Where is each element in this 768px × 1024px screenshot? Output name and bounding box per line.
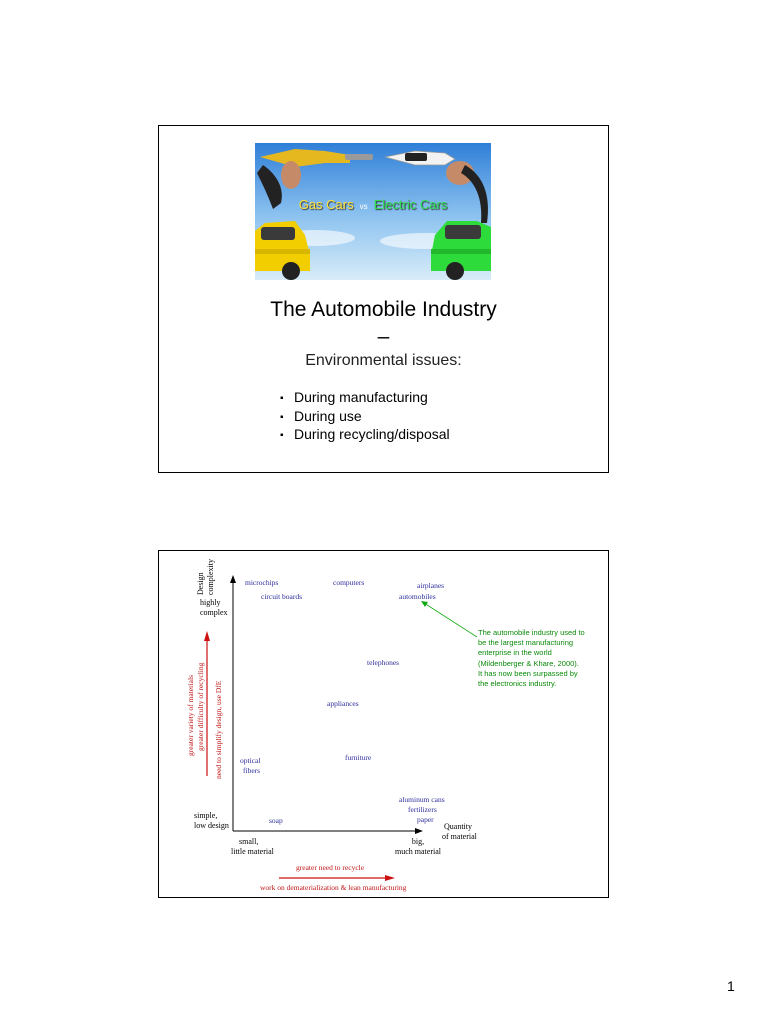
item-computers: computers bbox=[333, 578, 365, 587]
vertical-red-label: greater variety of materials bbox=[186, 675, 195, 756]
item-fertilizers: fertilizers bbox=[408, 805, 437, 814]
y-top-label: highly complex bbox=[200, 598, 228, 617]
item-appliances: appliances bbox=[327, 699, 359, 708]
slide-title bbox=[158, 125, 609, 473]
y-axis-title: Design complexity bbox=[196, 559, 215, 595]
electric-cars-label: Electric Cars bbox=[373, 197, 448, 212]
item-telephones: telephones bbox=[367, 658, 400, 667]
item-microchips: microchips bbox=[245, 578, 279, 587]
page-number: 1 bbox=[727, 978, 735, 994]
list-item: ▪ During manufacturing bbox=[280, 388, 450, 407]
gas-vs-electric-banner bbox=[255, 143, 491, 280]
vertical-red-label: need to simplify design, use DfE bbox=[214, 680, 223, 779]
callout-arrow bbox=[424, 603, 477, 637]
callout-note: The automobile industry used to be the largest manufacturing enterprise in the world (Mildenberger & Khare, 2000). It has now been surpassed by the electronics industry. bbox=[478, 628, 585, 689]
x-axis-title: Quantity of material bbox=[442, 822, 477, 841]
item-optical: optical bbox=[240, 756, 261, 765]
vs-label: vs bbox=[359, 202, 368, 211]
item-airplanes: airplanes bbox=[417, 581, 445, 590]
item-automobiles: automobiles bbox=[399, 592, 436, 601]
horizontal-red-label: work on dematerialization & lean manufacturing bbox=[260, 883, 407, 892]
item-soap: soap bbox=[269, 816, 283, 825]
item-furniture: furniture bbox=[345, 753, 372, 762]
slide-complexity-diagram bbox=[158, 550, 609, 898]
vertical-red-label: greater difficulty of recycling bbox=[196, 662, 205, 751]
banner-caption bbox=[255, 197, 491, 212]
list-item: ▪ During recycling/disposal bbox=[280, 425, 450, 444]
slide-title-dash: – bbox=[377, 325, 390, 348]
issues-list bbox=[280, 388, 450, 444]
gas-cars-label: Gas Cars bbox=[298, 197, 354, 212]
item-circuit-boards: circuit boards bbox=[261, 592, 303, 601]
horizontal-red-label: greater need to recycle bbox=[296, 863, 365, 872]
x-right-label: big, much material bbox=[395, 837, 441, 856]
item-aluminum-cans: aluminum cans bbox=[399, 795, 445, 804]
item-fibers: fibers bbox=[243, 766, 261, 775]
slide-subtitle: Environmental issues: bbox=[305, 352, 462, 369]
list-item: ▪ During use bbox=[280, 407, 450, 426]
y-bottom-label: simple, low design bbox=[194, 811, 229, 830]
x-left-label: small, little material bbox=[231, 837, 274, 856]
slide-title-line1: The Automobile Industry bbox=[270, 298, 497, 321]
item-paper: paper bbox=[417, 815, 434, 824]
